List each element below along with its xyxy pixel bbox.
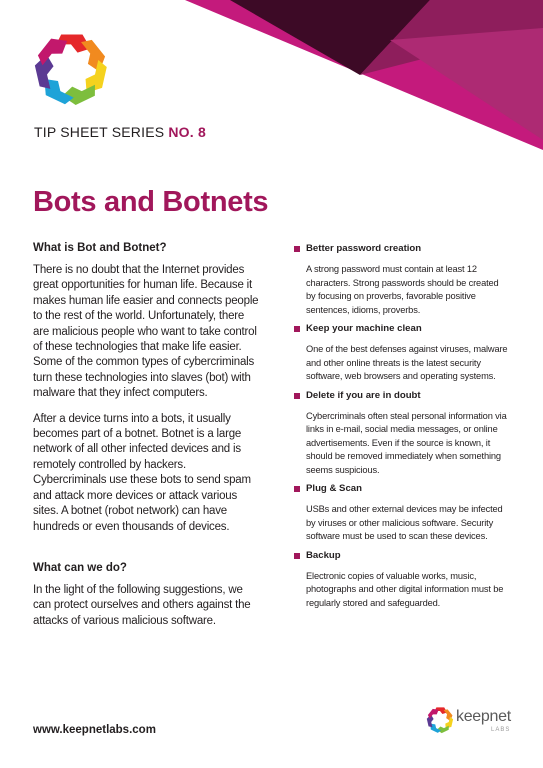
- paragraph-intro: There is no doubt that the Internet provides great opportunities for human life. Because it makes human life easier and connects people to the rest of the world. Unfortunately, there are malicious people who want to take control of these technologies that make life easier. Some of the common types of cybercriminals turn these technologies into slaves (bot) with malware that they infect computers.: [33, 264, 259, 400]
- page-title: Bots and Botnets: [33, 186, 269, 218]
- tip-item: [294, 323, 510, 384]
- paragraph-suggestions: In the light of the following suggestions, we can protect ourselves and others against the attacks of various malicious software.: [33, 583, 251, 627]
- tip-title: Backup: [306, 549, 341, 561]
- tip-item: [294, 243, 510, 317]
- tip-body: Electronic copies of valuable works, music, photographs and other digital information must be regularly stored and safeguarded.: [306, 570, 504, 608]
- tip-body: A strong password must contain at least 12 characters. Strong passwords should be created by focusing on proverbs, favorable positive sentences, idioms, proverbs.: [306, 264, 499, 315]
- tip-body: One of the best defenses against viruses, malware and other online threats is the latest security software, web browsers and operating systems.: [306, 344, 508, 381]
- keepnet-brand-logo: [425, 704, 515, 738]
- bullet-square-icon: [294, 246, 300, 252]
- section-heading-what-can-we-do: What can we do?: [33, 561, 127, 574]
- paragraph-botnet: After a device turns into a bots, it usually becomes part of a botnet. Botnet is a large network of all other infected devices and is remotely controlled by hackers. Cybercriminals use these bots to send spam and attack more devices or attack various sites. A botnet (robot network) can have hundreds or even thousands of devices.: [33, 412, 251, 533]
- series-number: NO. 8: [168, 124, 206, 140]
- tip-title: Delete if you are in doubt: [306, 389, 421, 401]
- website-link[interactable]: www.keepnetlabs.com: [33, 724, 156, 736]
- series-text: TIP SHEET SERIES: [34, 124, 169, 140]
- bullet-square-icon: [294, 553, 300, 559]
- keepnet-mini-logo-icon: [425, 705, 455, 735]
- bullet-square-icon: [294, 326, 300, 332]
- tip-title: Keep your machine clean: [306, 323, 422, 334]
- tip-body: USBs and other external devices may be infected by viruses or other malicious software. Security software must be used to scan these devices.: [306, 504, 503, 541]
- tip-item: [294, 390, 510, 478]
- bullet-square-icon: [294, 486, 300, 492]
- keepnet-hexagon-logo: [30, 28, 112, 110]
- tip-title: Plug & Scan: [306, 483, 362, 494]
- section-heading-what-is: What is Bot and Botnet?: [33, 242, 167, 254]
- tip-body: Cybercriminals often steal personal information via links in e-mail, social media messages, or online advertisements. Even if the source is known, it should be removed immediately when something seems suspicious.: [306, 410, 507, 475]
- brand-sub: LABS: [491, 727, 511, 733]
- tip-item: [294, 483, 510, 544]
- bullet-square-icon: [294, 393, 300, 399]
- tip-sheet-series-label: [34, 124, 206, 140]
- brand-name: keepnet: [456, 708, 511, 725]
- tips-column: [294, 243, 510, 616]
- left-column: [33, 241, 261, 639]
- tip-item: [294, 550, 510, 611]
- tip-title: Better password creation: [306, 243, 422, 254]
